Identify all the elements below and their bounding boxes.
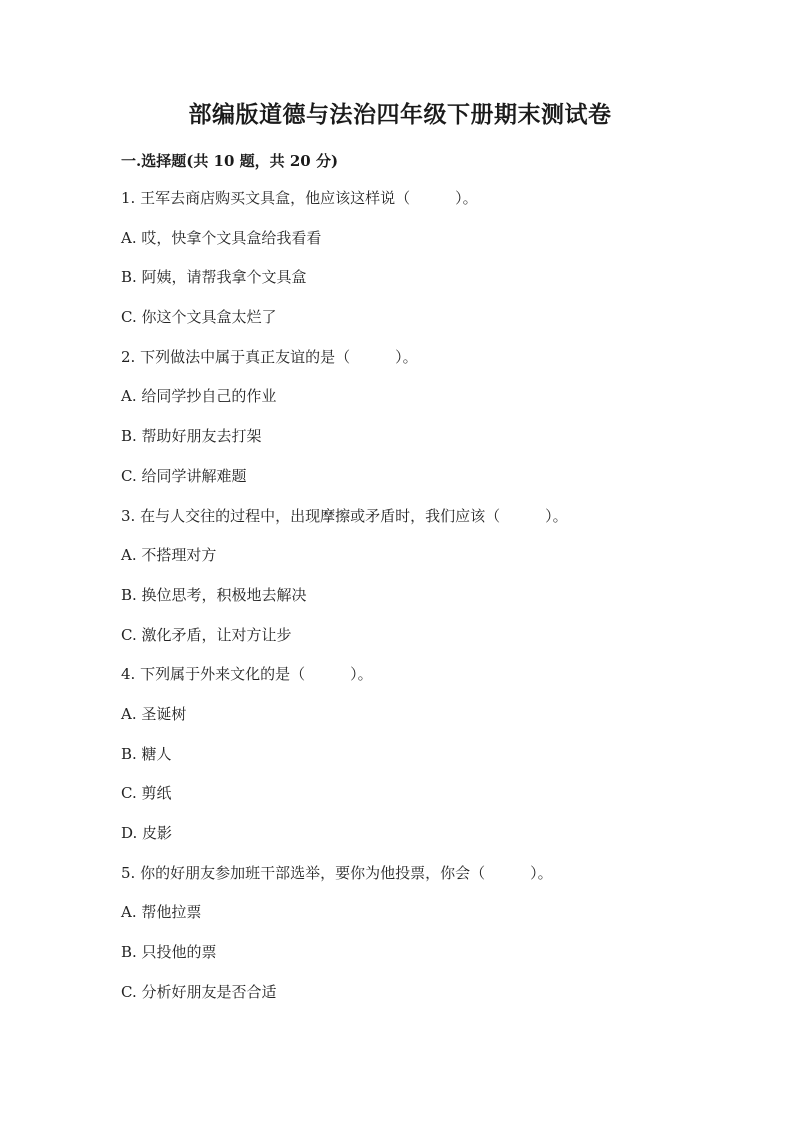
answer-option: D. 皮影: [121, 824, 173, 842]
answer-option: A. 哎，快拿个文具盒给我看看: [121, 228, 322, 247]
question-text: 2. 下列做法中属于真正友谊的是（ ）。: [121, 347, 418, 366]
answer-option: C. 给同学讲解难题: [121, 466, 247, 485]
page-title: 部编版道德与法治四年级下册期末测试卷: [188, 101, 612, 128]
question-text: 1. 王军去商店购买文具盒，他应该这样说（ ）。: [121, 189, 478, 207]
answer-option: C. 剪纸: [121, 784, 172, 803]
answer-option: B. 糖人: [121, 744, 172, 763]
answer-option: C. 你这个文具盒太烂了: [121, 308, 277, 327]
answer-option: C. 激化矛盾，让对方让步: [121, 625, 292, 644]
answer-option: A. 圣诞树: [121, 704, 187, 723]
answer-option: C. 分析好朋友是否合适: [121, 982, 277, 1001]
answer-option: A. 不搭理对方: [121, 546, 217, 565]
question-list: [121, 186, 741, 1019]
answer-option: B. 阿姨，请帮我拿个文具盒: [121, 268, 307, 287]
answer-option: A. 给同学抄自己的作业: [121, 387, 277, 406]
question-text: 4. 下列属于外来文化的是（ ）。: [121, 665, 373, 684]
answer-option: B. 帮助好朋友去打架: [121, 427, 262, 446]
section-heading: 一.选择题(共 10 题，共 20 分): [121, 152, 339, 170]
answer-option: B. 换位思考，积极地去解决: [121, 585, 307, 604]
question-text: 5. 你的好朋友参加班干部选举，要你为他投票，你会（ ）。: [121, 863, 553, 882]
answer-option: A. 帮他拉票: [121, 903, 202, 922]
question-text: 3. 在与人交往的过程中，出现摩擦或矛盾时，我们应该（ ）。: [121, 506, 568, 525]
answer-option: B. 只投他的票: [121, 943, 217, 962]
